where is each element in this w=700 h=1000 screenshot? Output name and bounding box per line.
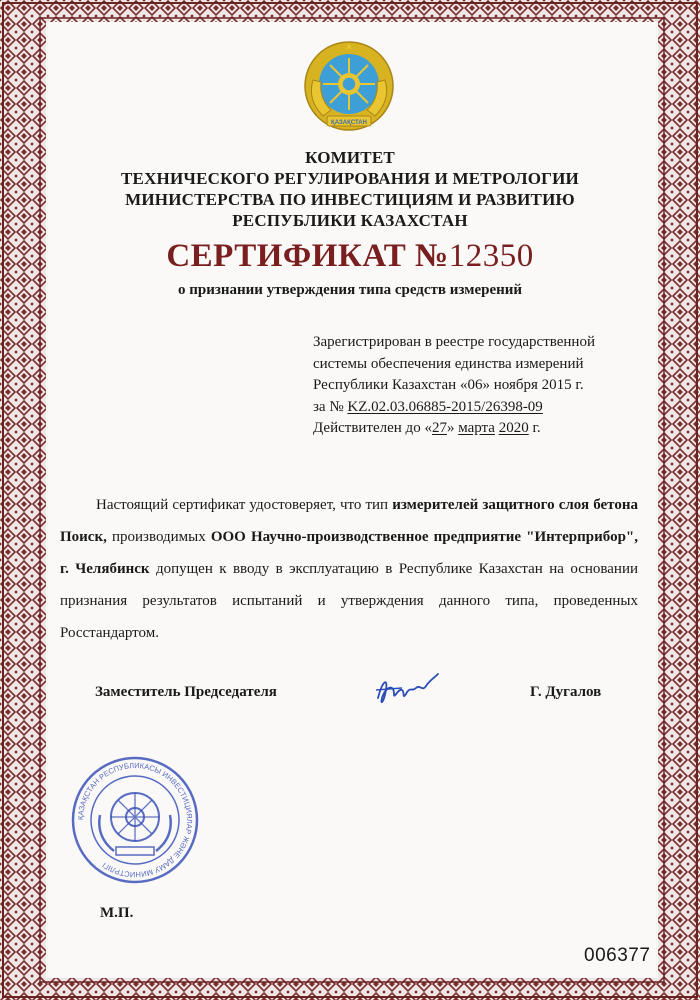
registration-line-4: [313, 397, 643, 419]
certificate-statement: [60, 489, 638, 649]
authority-line-2: ТЕХНИЧЕСКОГО РЕГУЛИРОВАНИЯ И МЕТРОЛОГИИ: [121, 169, 579, 188]
certificate-title: [60, 238, 640, 275]
registration-block: [313, 332, 643, 440]
official-seal-icon: [70, 755, 200, 885]
statement-part-5: допущен к вводу в эксплуатацию в Республике Казахстан на основании признания результатов испытаний и утверждения данного типа, проведенных Росстандартом.: [60, 561, 638, 641]
emblem-label: ҚАЗАҚСТАН: [331, 120, 367, 126]
instrument-type: измерителей защитного слоя бетона Поиск,: [60, 497, 638, 545]
serial-number: 006377: [584, 945, 651, 966]
registration-line-2: системы обеспечения единства измерений: [313, 355, 584, 372]
certificate-subtitle: о признании утверждения типа средств измерений: [177, 282, 523, 298]
manufacturer: ООО Научно-производственное предприятие "Интерприбор", г. Челябинск: [60, 529, 638, 577]
validity-suffix: г.: [528, 420, 541, 436]
certificate-title-label: СЕРТИФИКАТ №: [166, 238, 449, 274]
statement-part-1: Настоящий сертификат удостоверяет, что тип: [96, 497, 393, 513]
signatory-position: Заместитель Председателя: [95, 684, 277, 700]
authority-line-4: РЕСПУБЛИКИ КАЗАХСТАН: [232, 211, 468, 230]
authority-line-3: МИНИСТЕРСТВА ПО ИНВЕСТИЦИЯМ И РАЗВИТИЮ: [125, 190, 575, 209]
issuing-authority: [60, 147, 640, 231]
validity-year: 2020: [498, 420, 529, 436]
kazakhstan-emblem-icon: [303, 40, 395, 132]
authority-line-1: КОМИТЕТ: [305, 148, 395, 167]
validity-month: марта: [458, 420, 495, 436]
validity-day-close: »: [446, 420, 459, 436]
validity-day: 27: [431, 420, 447, 436]
stamp-place-label: М.П.: [100, 905, 134, 921]
handwritten-signature: [372, 668, 444, 712]
registration-number-prefix: за №: [313, 398, 348, 415]
statement-part-3: производимых: [106, 529, 211, 545]
registration-line-1: Зарегистрирован в реестре государственной: [313, 334, 595, 350]
registration-number: KZ.02.03.06885-2015/26398-09: [347, 398, 543, 415]
validity-prefix: Действителен до «: [313, 420, 432, 436]
seal-ring-text: ҚАЗАҚСТАН РЕСПУБЛИКАСЫ ИНВЕСТИЦИЯЛАР ЖӘНЕ ДАМУ МИНИСТРЛІГІ: [75, 760, 195, 880]
signatory-name: Г. Дугалов: [530, 684, 602, 700]
certificate-number: 12350: [448, 238, 534, 274]
validity-line: [313, 418, 643, 440]
registration-line-3: Республики Казахстан «06» ноября 2015 г.: [313, 377, 584, 393]
